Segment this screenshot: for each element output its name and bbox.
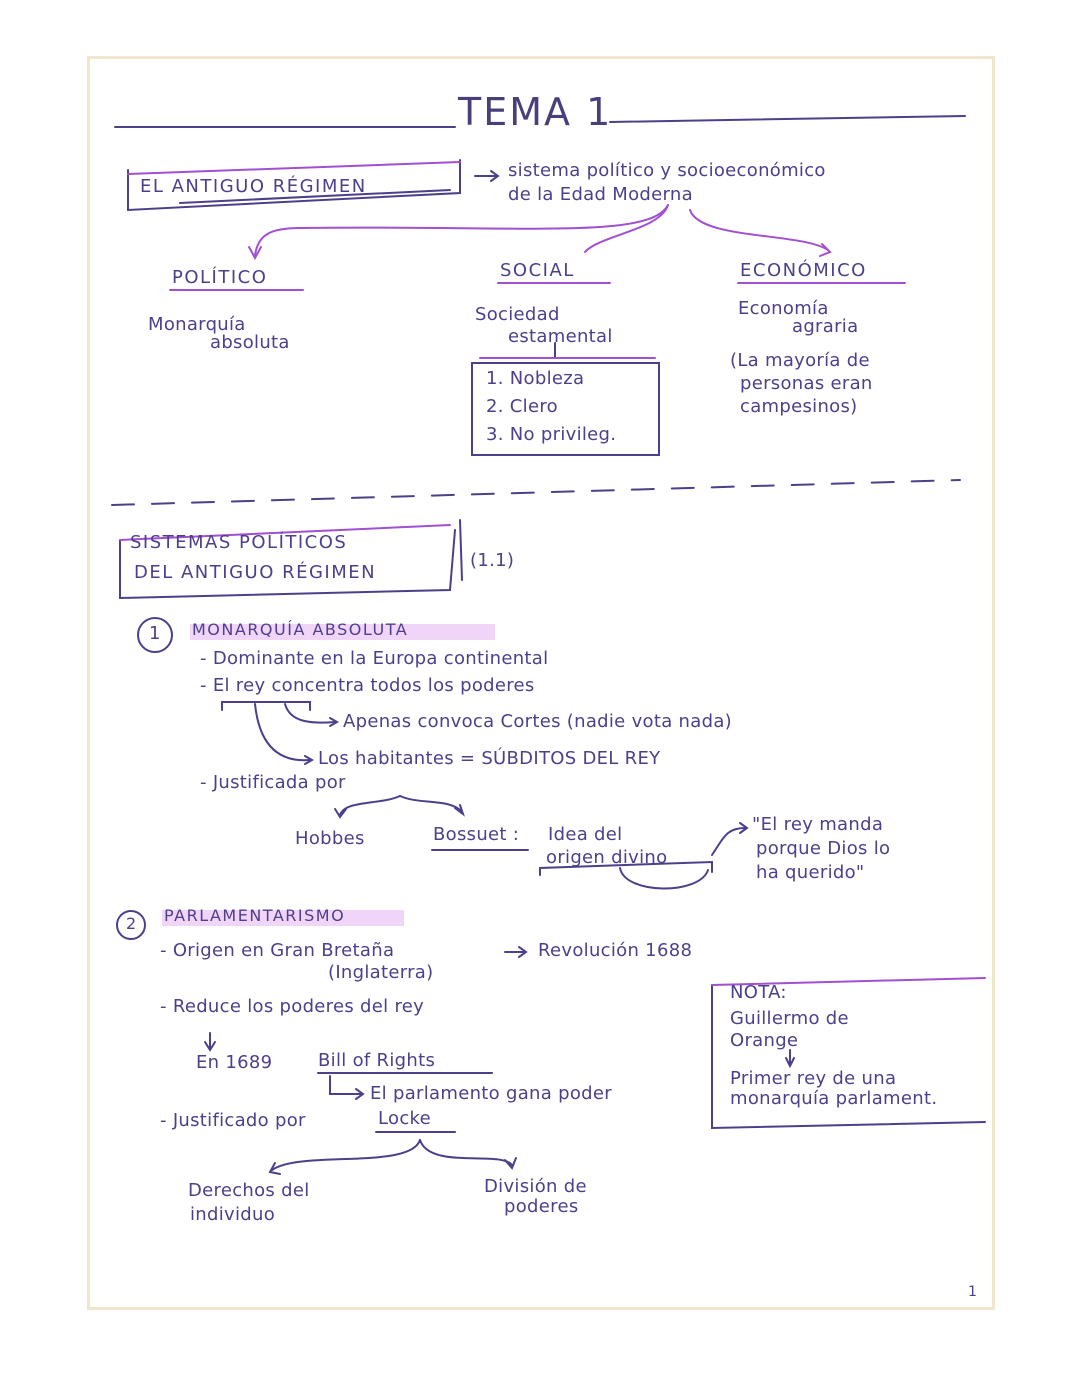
tree-center-branch xyxy=(585,205,668,252)
item-2-bullet-1-paren: (Inglaterra) xyxy=(328,962,434,983)
parlamentarismo-heading: PARLAMENTARISMO xyxy=(164,906,346,925)
economico-line-1: Economía xyxy=(738,298,829,319)
tree-left-branch xyxy=(255,205,668,255)
politico-line-2: absoluta xyxy=(210,332,290,353)
tree-right-branch xyxy=(690,210,828,250)
bill-of-rights: Bill of Rights xyxy=(318,1050,436,1071)
social-line-2: estamental xyxy=(508,326,613,347)
economico-note-2: personas eran xyxy=(740,373,873,394)
title-rule-right xyxy=(610,116,965,122)
economico-note-1: (La mayoría de xyxy=(730,350,870,371)
division-line-1: División de xyxy=(484,1176,587,1197)
item-1-bullet-1: - Dominante en la Europa continental xyxy=(200,648,549,669)
nota-line-4: monarquía parlament. xyxy=(730,1088,938,1109)
definition-line-1: sistema político y socioeconómico xyxy=(508,160,826,181)
bossuet-label: Bossuet : xyxy=(433,824,520,845)
item-2-bullet-1: - Origen en Gran Bretaña xyxy=(160,940,395,961)
idea-line-2: origen divino xyxy=(546,847,668,868)
nota-line-1: Guillermo de xyxy=(730,1008,849,1029)
derechos-line-2: individuo xyxy=(190,1204,276,1225)
locke-label: Locke xyxy=(378,1108,431,1129)
item-1-number: 1 xyxy=(149,623,161,644)
sistemas-box-line-1: SISTEMAS POLÍTICOS xyxy=(130,532,348,553)
social-list-item: 2. Clero xyxy=(486,396,558,417)
bill-result: El parlamento gana poder xyxy=(370,1083,612,1104)
bill-prefix: En 1689 xyxy=(196,1052,273,1073)
quote-line-1: "El rey manda xyxy=(752,814,884,835)
item-1-sub-1: Apenas convoca Cortes (nadie vota nada) xyxy=(343,711,732,732)
social-heading: SOCIAL xyxy=(500,260,575,281)
justificada-arrows xyxy=(340,796,400,815)
monarquia-absoluta-heading: MONARQUÍA ABSOLUTA xyxy=(192,620,409,639)
item-2-bullet-2: - Reduce los poderes del rey xyxy=(160,996,425,1017)
economico-line-2: agraria xyxy=(792,316,859,337)
hobbes-label: Hobbes xyxy=(295,828,365,849)
revolucion-label: Revolución 1688 xyxy=(538,940,693,961)
item-1-bullet-2: - El rey concentra todos los poderes xyxy=(200,675,535,696)
quote-line-2: porque Dios lo xyxy=(756,838,891,859)
page-number: 1 xyxy=(968,1284,978,1300)
item-2-bullet-3: - Justificado por xyxy=(160,1110,306,1131)
politico-line-1: Monarquía xyxy=(148,314,246,335)
sistemas-box-line-2: DEL ANTIGUO RÉGIMEN xyxy=(134,562,377,583)
derechos-line-1: Derechos del xyxy=(188,1180,310,1201)
nota-line-2: Orange xyxy=(730,1030,799,1051)
idea-line-1: Idea del xyxy=(548,824,623,845)
social-line-1: Sociedad xyxy=(475,304,560,325)
section-ref: (1.1) xyxy=(470,550,515,571)
item-2-number: 2 xyxy=(126,914,137,933)
nota-label: NOTA: xyxy=(730,982,787,1003)
social-list-item: 3. No privileg. xyxy=(486,424,617,445)
nota-line-3: Primer rey de una xyxy=(730,1068,897,1089)
definition-line-2: de la Edad Moderna xyxy=(508,184,693,205)
item-1-sub-2: Los habitantes = SÚBDITOS DEL REY xyxy=(318,748,661,769)
quote-line-3: ha querido" xyxy=(756,862,865,883)
social-list-item: 1. Nobleza xyxy=(486,368,585,389)
antiguo-regimen-label: EL ANTIGUO RÉGIMEN xyxy=(140,176,367,197)
item-1-bullet-3: - Justificada por xyxy=(200,772,346,793)
economico-note-3: campesinos) xyxy=(740,396,858,417)
page-title: TEMA 1 xyxy=(458,90,613,134)
economico-heading: ECONÓMICO xyxy=(740,260,867,281)
division-line-2: poderes xyxy=(504,1196,579,1217)
section-divider xyxy=(112,480,960,505)
politico-heading: POLÍTICO xyxy=(172,267,268,288)
